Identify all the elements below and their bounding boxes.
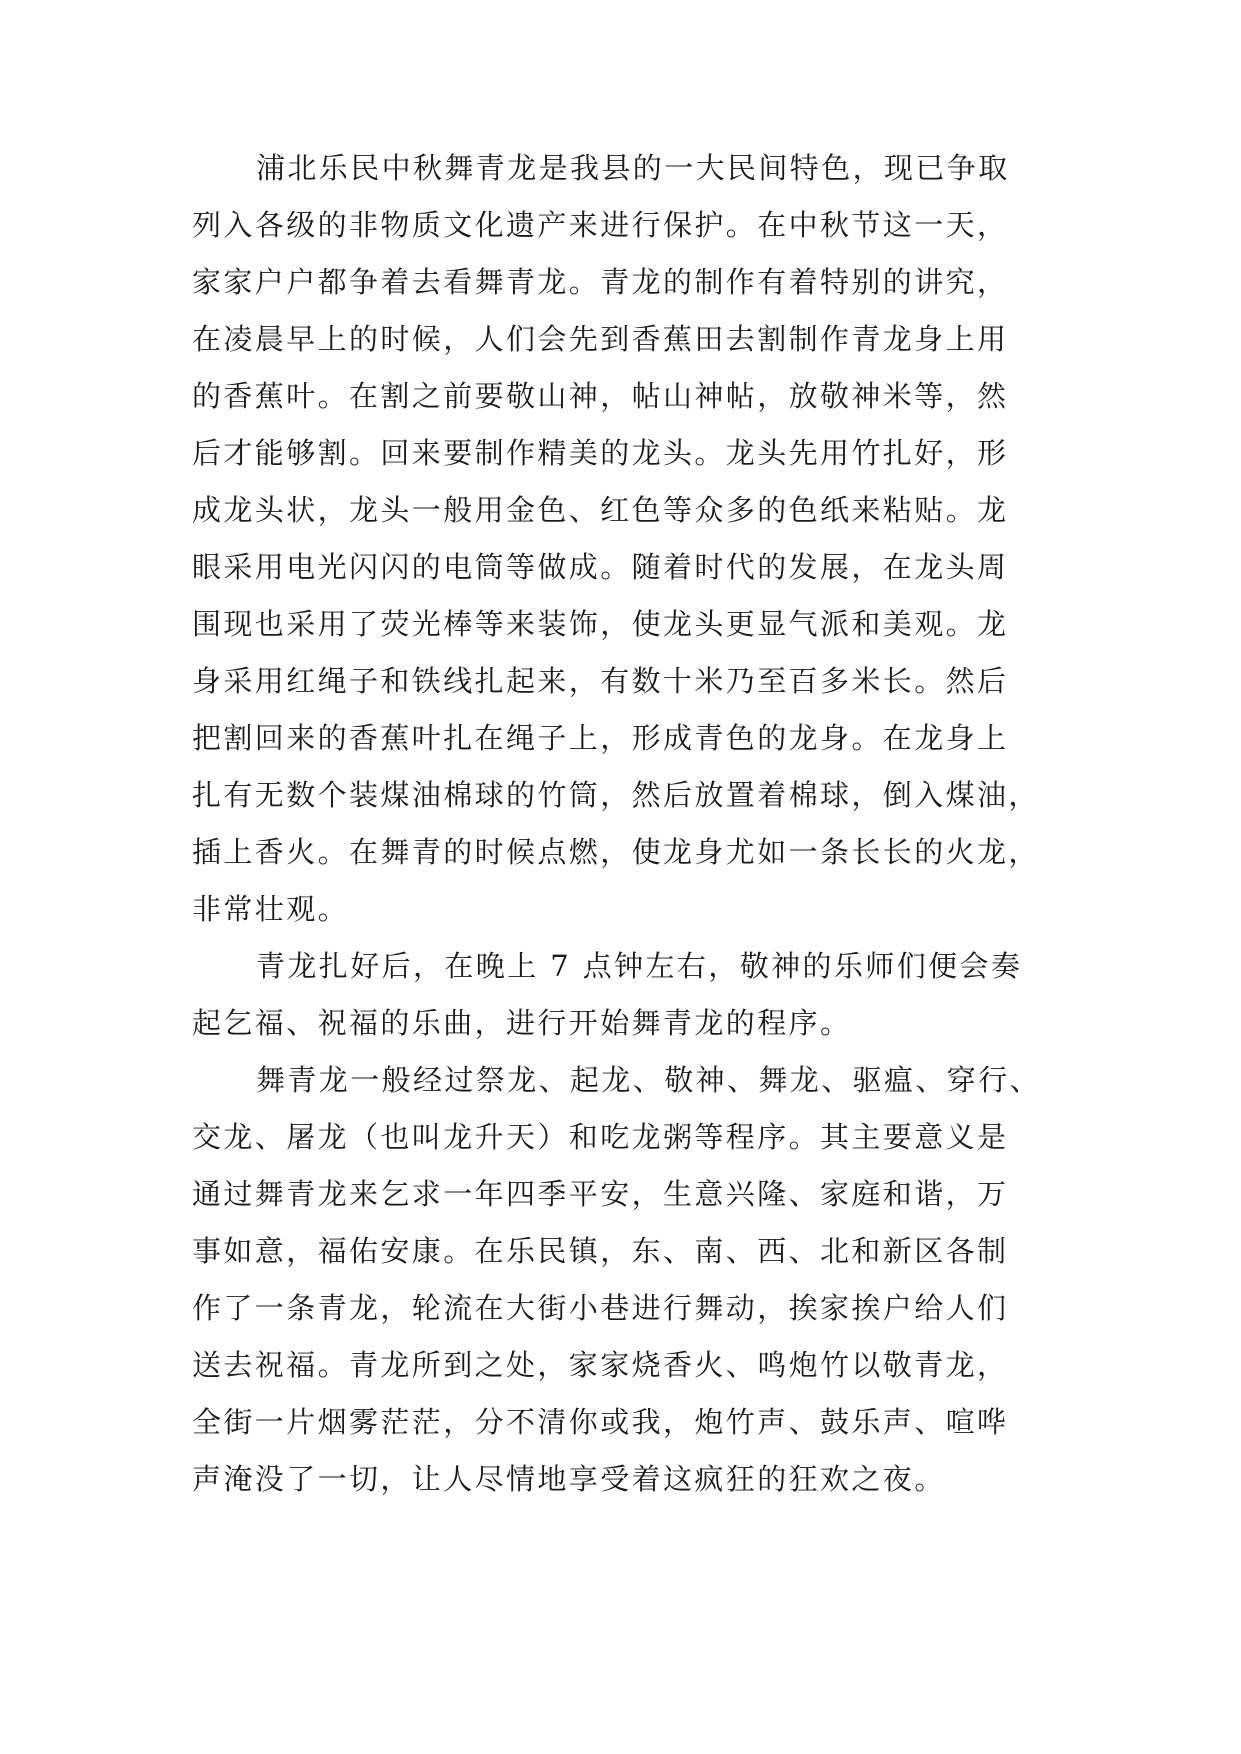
paragraph-1-line-12: 扎有无数个装煤油棉球的竹筒，然后放置着棉球，倒入煤油， — [192, 778, 1040, 812]
paragraph-1-line-5: 的香蕉叶。在割之前要敬山神，帖山神帖，放敬神米等，然 — [192, 379, 1009, 413]
paragraph-3-line-2: 交龙、屠龙（也叫龙升天）和吃龙粥等程序。其主要意义是 — [192, 1120, 1009, 1154]
paragraph-3-line-5: 作了一条青龙，轮流在大街小巷进行舞动，挨家挨户给人们 — [192, 1291, 1009, 1325]
paragraph-3-line-7: 全街一片烟雾茫茫，分不清你或我，炮竹声、鼓乐声、喧哗 — [192, 1405, 1009, 1439]
paragraph-2-line-1: 青龙扎好后，在晚上 7 点钟左右，敬神的乐师们便会奏 — [256, 949, 1023, 983]
paragraph-1-line-9: 围现也采用了荧光棒等来装饰，使龙头更显气派和美观。龙 — [192, 607, 1009, 641]
paragraph-2-line-2: 起乞福、祝福的乐曲，进行开始舞青龙的程序。 — [192, 1006, 852, 1040]
paragraph-3-line-6: 送去祝福。青龙所到之处，家家烧香火、鸣炮竹以敬青龙， — [192, 1348, 1009, 1382]
paragraph-1-line-11: 把割回来的香蕉叶扎在绳子上，形成青色的龙身。在龙身上 — [192, 721, 1009, 755]
paragraph-3-line-3: 通过舞青龙来乞求一年四季平安，生意兴隆、家庭和谐，万 — [192, 1177, 1009, 1211]
paragraph-1-line-2: 列入各级的非物质文化遗产来进行保护。在中秋节这一天， — [192, 208, 1009, 242]
paragraph-3-line-1: 舞青龙一般经过祭龙、起龙、敬神、舞龙、驱瘟、穿行、 — [256, 1063, 1042, 1097]
paragraph-1-line-14: 非常壮观。 — [192, 892, 350, 926]
paragraph-3-line-8: 声淹没了一切，让人尽情地享受着这疯狂的狂欢之夜。 — [192, 1462, 946, 1496]
paragraph-3-line-4: 事如意，福佑安康。在乐民镇，东、南、西、北和新区各制 — [192, 1234, 1009, 1268]
paragraph-1-line-3: 家家户户都争着去看舞青龙。青龙的制作有着特别的讲究， — [192, 265, 1009, 299]
paragraph-1-line-7: 成龙头状，龙头一般用金色、红色等众多的色纸来粘贴。龙 — [192, 493, 1009, 527]
paragraph-1-line-1: 浦北乐民中秋舞青龙是我县的一大民间特色，现已争取 — [256, 151, 1010, 185]
paragraph-1-line-8: 眼采用电光闪闪的电筒等做成。随着时代的发展，在龙头周 — [192, 550, 1009, 584]
paragraph-1-line-10: 身采用红绳子和铁线扎起来，有数十米乃至百多米长。然后 — [192, 664, 1009, 698]
paragraph-1-line-4: 在凌晨早上的时候，人们会先到香蕉田去割制作青龙身上用 — [192, 322, 1009, 356]
paragraph-1-line-13: 插上香火。在舞青的时候点燃，使龙身尤如一条长长的火龙， — [192, 835, 1040, 869]
paragraph-1-line-6: 后才能够割。回来要制作精美的龙头。龙头先用竹扎好，形 — [192, 436, 1009, 470]
